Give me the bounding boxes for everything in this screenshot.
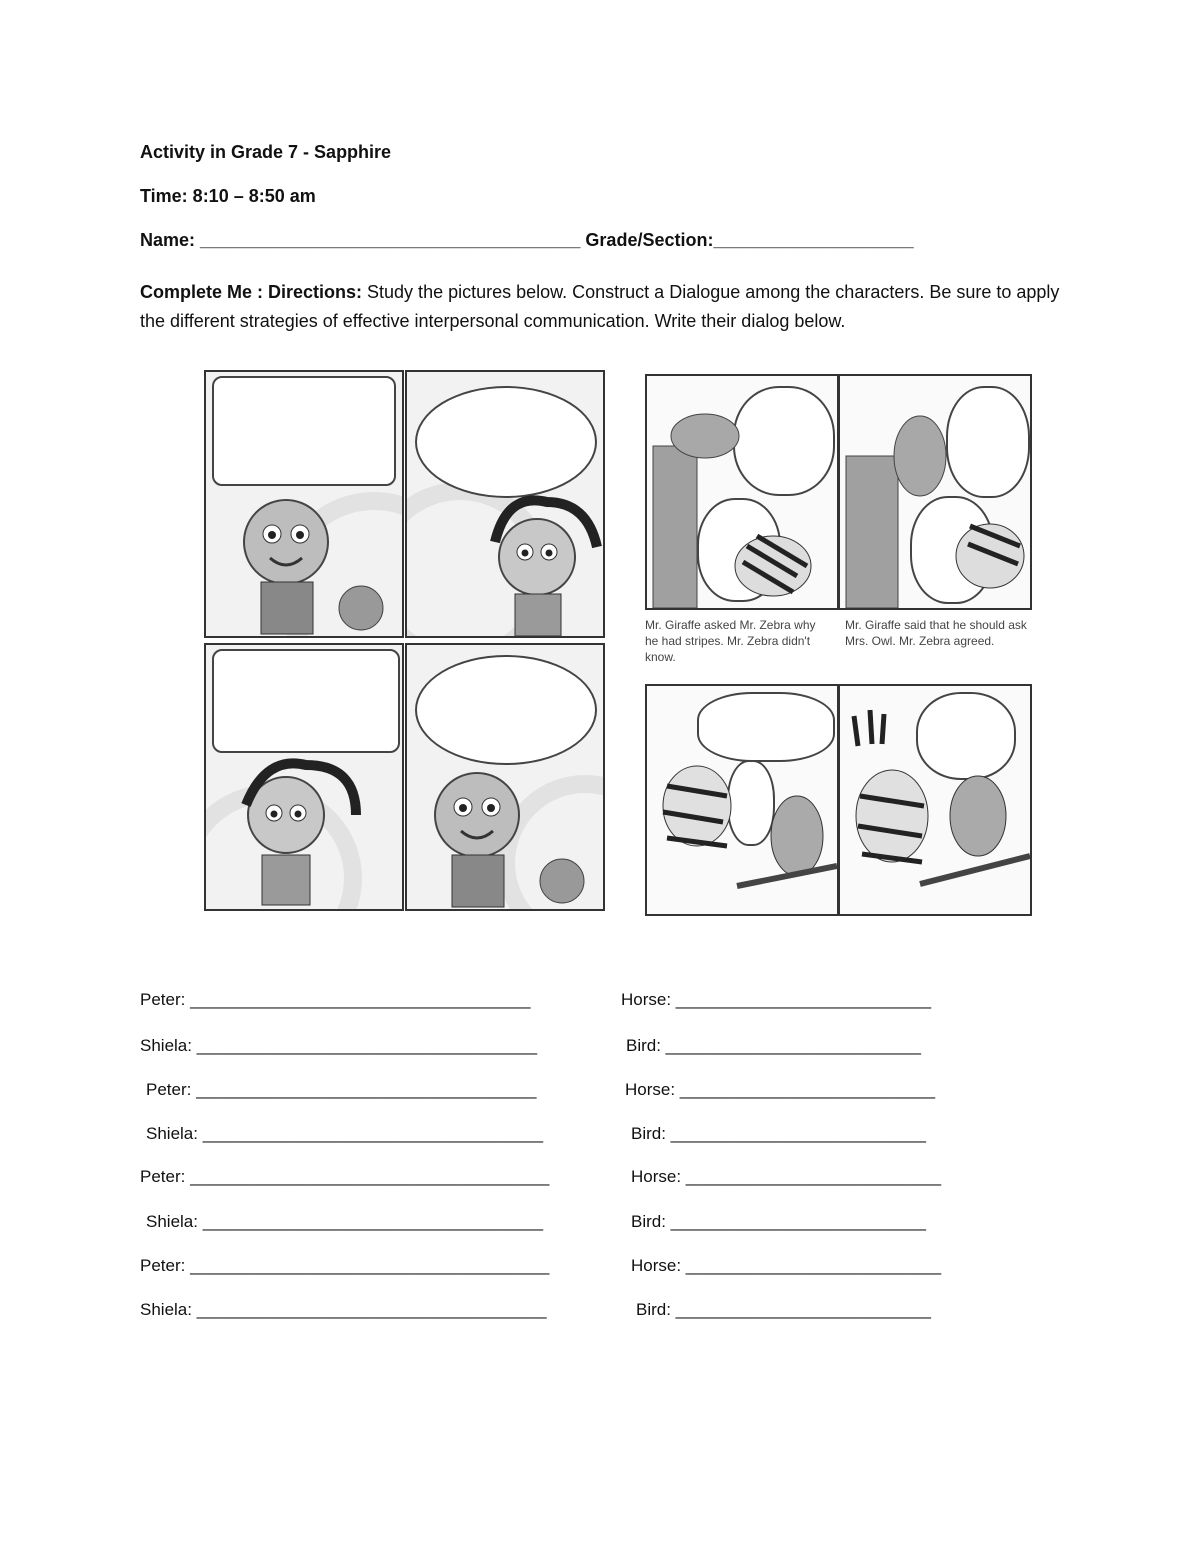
dialog-line-right[interactable]: Horse: ___________________________ xyxy=(631,1256,942,1275)
comic-panel-owl-2 xyxy=(838,684,1032,916)
comic-panel-giraffe-1 xyxy=(645,374,839,610)
directions xyxy=(140,278,1070,336)
comic-panel-1 xyxy=(204,370,404,638)
dialog-line-left[interactable]: Peter: ______________________________________ xyxy=(140,1256,550,1275)
directions-text: Study the pictures below. Construct a Dialogue among the characters. Be sure to apply the different strategies of effective interpersonal communication. Write their dialog below. xyxy=(140,282,1060,331)
directions-lead: Complete Me : Directions: xyxy=(140,282,363,302)
dialog-line-left[interactable]: Shiela: ____________________________________ xyxy=(140,1036,538,1055)
comic-panel-owl-1 xyxy=(645,684,839,916)
dialog-line-left[interactable]: Peter: ____________________________________ xyxy=(146,1080,537,1099)
dialog-line-left[interactable]: Shiela: ____________________________________ xyxy=(146,1124,544,1143)
dialog-line-right[interactable]: Bird: ___________________________ xyxy=(631,1212,926,1231)
name-grade-line[interactable]: Name: ______________________________________ Grade/Section:____________________ xyxy=(140,230,914,250)
comic-panel-3 xyxy=(204,643,404,911)
giraffe-zebra-image xyxy=(840,376,1030,608)
dialog-line-right[interactable]: Horse: ___________________________ xyxy=(621,990,932,1009)
caption-panel-1: Mr. Giraffe asked Mr. Zebra why he had stripes. Mr. Zebra didn't know. xyxy=(645,618,816,664)
comic-panel-2 xyxy=(405,370,605,638)
dialog-line-left[interactable]: Peter: ______________________________________ xyxy=(140,1167,550,1186)
dialog-line-right[interactable]: Bird: ___________________________ xyxy=(636,1300,931,1319)
dialog-line-right[interactable]: Bird: ___________________________ xyxy=(626,1036,921,1055)
comic-panel-4 xyxy=(405,643,605,911)
giraffe-zebra-image xyxy=(647,376,837,608)
boy-on-phone-image xyxy=(206,372,402,636)
dialog-line-left[interactable]: Shiela: ____________________________________ xyxy=(146,1212,544,1231)
zebra-owl-image xyxy=(647,686,837,914)
time-line: Time: 8:10 – 8:50 am xyxy=(140,186,316,206)
boy-on-phone-image xyxy=(407,645,603,909)
caption-panel-2: Mr. Giraffe said that he should ask Mrs. Owl. Mr. Zebra agreed. xyxy=(845,618,1027,648)
dialog-line-right[interactable]: Horse: ___________________________ xyxy=(631,1167,942,1186)
dialog-line-left[interactable]: Shiela: _____________________________________ xyxy=(140,1300,547,1319)
girl-on-phone-image xyxy=(407,372,603,636)
worksheet-title: Activity in Grade 7 - Sapphire xyxy=(140,142,392,162)
zebra-owl-image xyxy=(840,686,1030,914)
dialog-line-right[interactable]: Bird: ___________________________ xyxy=(631,1124,926,1143)
comic-panel-giraffe-2 xyxy=(838,374,1032,610)
girl-on-phone-image xyxy=(206,645,402,909)
dialog-line-left[interactable]: Peter: ____________________________________ xyxy=(140,990,531,1009)
dialog-line-right[interactable]: Horse: ___________________________ xyxy=(625,1080,936,1099)
